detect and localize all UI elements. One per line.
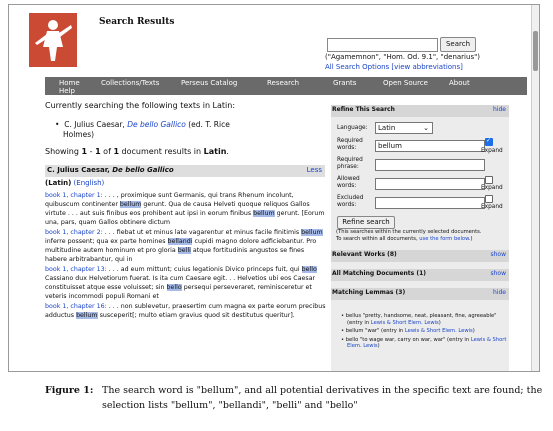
allowed-words-label [337, 176, 360, 190]
allowed-words-input[interactable] [375, 178, 485, 190]
highlighted-match: bellum [301, 229, 323, 236]
relevant-works-header[interactable] [331, 250, 509, 262]
all-documents-title: All Matching Documents (1) [332, 270, 426, 277]
required-words-input[interactable]: bellum [375, 140, 485, 152]
excluded-words-label [337, 195, 363, 209]
required-words-expand-checkbox[interactable] [485, 138, 493, 146]
required-words-label-1: Required [337, 138, 363, 144]
search-hit [45, 228, 327, 264]
search-scope-heading: Currently searching the following texts in Latin: [45, 101, 236, 110]
lemma-text-end: ) [377, 343, 380, 350]
caption-label: Figure 1: [45, 385, 94, 396]
excluded-words-label-1: Excluded [337, 195, 364, 201]
scrollbar-thumb[interactable] [533, 31, 538, 71]
hit-text: susceperit[; multo etiam gravius quod sit destitutus queritur]. [97, 312, 295, 319]
navbar [45, 77, 527, 95]
results-count-text: document results in [119, 147, 204, 156]
nav-item-open-source[interactable]: Open Source [383, 79, 428, 87]
required-phrase-label-1: Required [337, 157, 363, 163]
nav-item-research[interactable]: Research [267, 79, 300, 87]
hit-location-link[interactable]: book 1, chapter 13: [45, 266, 107, 273]
hit-text: inferre possent; qua ex parte homines [45, 238, 168, 245]
results-count-text: of [100, 147, 114, 156]
scope-work-link[interactable]: De bello Gallico [127, 120, 186, 129]
language-select-value: Latin [378, 124, 396, 132]
search-hit [45, 265, 327, 301]
allowed-words-expand-label: Expand [481, 185, 503, 191]
allowed-words-label-1: Allowed [337, 176, 360, 182]
caption-text: The search word is "bellum", and all potential derivatives in the specific text are found; the selection lists "bellum", "bellandi", "belli" and "bello" [102, 385, 543, 411]
hit-text: cupidi magno dolore adficiebantur. Pro multitudine autem hominum et pro gloria [45, 238, 317, 254]
scope-edition-line2: Holmes) [63, 130, 95, 139]
bullet-icon: • [341, 313, 346, 319]
lemmas-hide-link[interactable]: hide [493, 289, 506, 296]
sidebar [331, 105, 509, 372]
search-hit [45, 191, 327, 227]
lemma-item [341, 337, 507, 350]
highlighted-match: bellum [76, 312, 98, 319]
nav-item-home[interactable]: Home [59, 79, 80, 87]
required-phrase-label-2: phrase: [337, 164, 359, 170]
nav-item-collections[interactable]: Collections/Texts [101, 79, 160, 87]
required-words-expand-label: Expand [481, 148, 503, 154]
lemma-list [341, 313, 507, 352]
all-documents-header[interactable] [331, 269, 509, 281]
lemma-item [341, 328, 507, 335]
bullet-icon: • [55, 120, 65, 129]
lemma-text: bellus "pretty, handsome, neat, pleasant, fine, agreeable" (entry in [345, 313, 497, 326]
search-examples: ("Agamemnon", "Hom. Od. 9.1", "denarius") [325, 53, 481, 61]
scope-edition: (ed. T. Rice [185, 120, 230, 129]
result-languages [45, 179, 104, 187]
hit-text: gerunt. Qua de causa Helveti quoque reliquos Gallos virtute . . . aut suis finibus eos prohibent aut ipsi in eorum finibus [45, 201, 310, 217]
hit-location-link[interactable]: book 1, chapter 2: [45, 229, 103, 236]
highlighted-match: bellum [119, 201, 142, 208]
nav-item-catalog[interactable]: Perseus Catalog [181, 79, 238, 87]
lemma-text: bellum "war" (entry in [345, 328, 405, 335]
hit-text: atque fortitudinis angustos se fines habere arbitrabantur, qui in [45, 247, 305, 263]
nav-item-help[interactable]: Help [59, 87, 75, 95]
refine-hide-link[interactable]: hide [493, 106, 506, 113]
less-link[interactable]: Less [306, 166, 322, 174]
hit-text: . . . ad eum mittunt; cuius legationis Divico princeps fuit, qui [106, 266, 302, 273]
lemma-item [341, 313, 507, 326]
nav-item-grants[interactable]: Grants [333, 79, 357, 87]
hit-text: persequi perseveraret, reminisceretur et veteris incommodi populi Romani et [45, 284, 312, 300]
results-count-text: - [87, 147, 96, 156]
highlighted-match: bellum [253, 210, 275, 217]
all-documents-show-link[interactable]: show [490, 270, 506, 277]
refine-panel-title: Refine This Search [332, 106, 395, 113]
lemmas-title: Matching Lemmas (3) [332, 289, 406, 296]
refine-note [336, 229, 508, 242]
lemma-text: bello "to wage war, carry on war, war" (entry in [345, 336, 471, 343]
results-from: 1 [81, 147, 88, 156]
page-title: Search Results [99, 17, 175, 27]
highlighted-match: bello [166, 284, 182, 291]
excluded-words-expand-checkbox[interactable] [485, 195, 493, 203]
refine-note-end: .) [468, 235, 473, 242]
result-lang-english-link[interactable]: (English) [73, 179, 105, 187]
results-count-text: . [226, 147, 229, 156]
bullet-icon: • [341, 336, 346, 343]
relevant-works-show-link[interactable]: show [490, 251, 506, 258]
perseus-logo[interactable] [29, 13, 77, 67]
results-to: 1 [95, 147, 101, 156]
search-input[interactable] [327, 38, 438, 52]
result-lang-latin: (Latin) [45, 179, 72, 187]
hit-text: . . . , proximique sunt Germanis, qui trans Rhenum incolunt, quibuscum continenter [45, 192, 294, 208]
scope-text-item [55, 120, 230, 129]
highlighted-match: bello [301, 266, 317, 273]
lemma-dictionary-link[interactable]: Lewis & Short Elem. Lewis [404, 328, 473, 335]
use-form-below-link[interactable]: use the form below [419, 235, 469, 242]
nav-item-about[interactable]: About [449, 79, 470, 87]
search-options-link[interactable]: All Search Options [view abbreviations] [325, 63, 463, 71]
hit-text: Cassiano dux Helvetiorum fuerat. Is ita cum Caesare egit. . . Helvetios ubi eos Caesar constituisset atque esse voluisset; sin [45, 275, 316, 291]
chevron-down-icon: ⌄ [423, 124, 429, 132]
highlighted-match: bellandi [167, 238, 193, 245]
hit-text: . . . fiebat ut et minus late vagarentur et minus facile finitimis [102, 229, 302, 236]
allowed-words-label-2: words: [337, 183, 357, 189]
screenshot-frame [8, 4, 540, 372]
search-hits-list [45, 191, 327, 321]
search-hit [45, 302, 327, 320]
relevant-works-title: Relevant Works (8) [332, 251, 397, 258]
excluded-words-label-2: words: [337, 202, 357, 208]
hit-text: gerunt. [Eorum una, pars, quam Gallos obtinere dictum [45, 210, 325, 226]
required-words-label [337, 138, 363, 152]
lemma-text-end: ) [472, 328, 475, 335]
scope-author: C. Julius Caesar, [64, 120, 128, 129]
hit-location-link[interactable]: book 1, chapter 1: [45, 192, 103, 199]
refine-note-line1: (This searches within the currently selected documents. [336, 229, 482, 235]
lemma-dictionary-link[interactable]: Lewis & Short Elem. Lewis [370, 319, 439, 326]
result-author: C. Julius Caesar, [47, 166, 113, 174]
refine-search-button[interactable]: Refine search [337, 216, 395, 229]
result-header [45, 165, 325, 177]
language-label: Language: [337, 125, 368, 131]
scrollbar[interactable] [531, 5, 539, 371]
excluded-words-expand-label: Expand [481, 204, 503, 210]
required-phrase-input[interactable] [375, 159, 485, 171]
results-count-text: Showing [45, 147, 82, 156]
results-count [45, 147, 229, 156]
lemma-text-end: ) [438, 319, 441, 326]
language-select[interactable] [375, 122, 433, 134]
required-words-label-2: words: [337, 145, 357, 151]
excluded-words-input[interactable] [375, 197, 485, 209]
allowed-words-expand-checkbox[interactable] [485, 176, 493, 184]
required-phrase-label [337, 157, 363, 171]
hit-text: . . . non sublevetur, praesertim cum magna ex parte eorum precibus adductus [45, 303, 326, 319]
bullet-icon: • [341, 328, 346, 335]
highlighted-match: belli [177, 247, 191, 254]
hit-location-link[interactable]: book 1, chapter 16: [45, 303, 107, 310]
results-language: Latin [203, 147, 227, 156]
refine-panel-header [331, 105, 509, 117]
refine-note-line2: To search within all documents, [336, 235, 420, 242]
results-total: 1 [113, 147, 120, 156]
lemma-dictionary-link[interactable]: Lewis & Short Elem. Lewis [347, 336, 507, 350]
lemmas-header[interactable] [331, 288, 509, 300]
result-title[interactable]: De bello Gallico [112, 166, 174, 174]
search-button[interactable]: Search [440, 37, 476, 52]
